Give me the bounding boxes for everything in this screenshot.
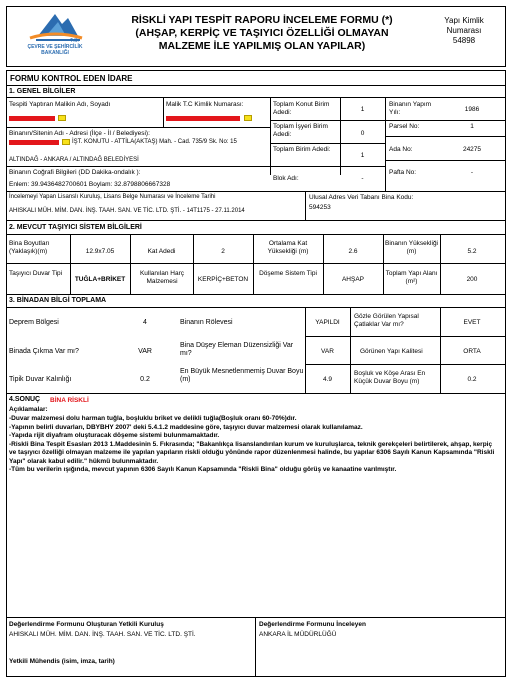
mortar-label: Kullanılan Harç Malzemesi [139, 270, 185, 285]
dims-label: Bina Boyutları (Yaklaşık)(m) [9, 240, 50, 255]
logo-org-line3: BAKANLIĞI [41, 50, 69, 56]
total-unit-value: 1 [360, 106, 365, 113]
floor-type-label: Döşeme Sistem Tipi [259, 270, 317, 277]
blok-label: Blok Adı: [273, 175, 299, 182]
workplace-value: 0 [360, 130, 365, 137]
section-structure-heading: 2. MEVCUT TAŞIYICI SİSTEM BİLGİLERİ [9, 224, 142, 231]
address-value-2: ALTINDAĞ - ANKARA / ALTINDAĞ BELEDİYESİ [9, 157, 139, 163]
coords-label: Binanın Coğrafi Bilgileri (DD Dakika-ondalık ): [9, 169, 141, 176]
avg-height-value: 2.6 [348, 248, 358, 255]
wall-type-label: Taşıyıcı Duvar Tipi [9, 270, 63, 277]
cracks-value: EVET [463, 319, 481, 326]
floor-type-value: AHŞAP [341, 276, 365, 283]
floors-label: Kat Adedi [147, 248, 176, 255]
bldg-height-value: 5.2 [467, 248, 477, 255]
explanation-line: -Duvar malzemesi dolu harman tuğla, boşluklu briket ve delikli tuğla(Boşluk oranı 60-70%)dır. [9, 415, 297, 422]
explanations-label: Açıklamalar: [9, 406, 48, 413]
explanation-line: -Yapıda rijit diyafram oluşturacak döşeme sistemi bulunmamaktadır. [9, 432, 220, 439]
section-general-heading: 1. GENEL BİLGİLER [9, 88, 76, 95]
thickness-label: Tipik Duvar Kalınlığı [9, 376, 72, 383]
relief-label: Binanın Rölevesi [180, 319, 233, 326]
corner-label: Boşluk ve Köşe Arası En Küçük Duvar Boyu (m) [354, 370, 426, 385]
creator-label: Değerlendirme Formunu Oluşturan Yetkili Kuruluş [9, 621, 164, 628]
area-value: 200 [466, 276, 478, 283]
building-id-label-1: Yapı Kimlik [444, 16, 484, 25]
controller-label: FORMU KONTROL EDEN İDARE [10, 74, 133, 83]
uavt-label: Ulusal Adres Veri Tabanı Bina Kodu: [309, 194, 414, 201]
section-result-heading: 4.SONUÇ [9, 396, 41, 403]
title-line-2: (AHŞAP, KERPİÇ VE TAŞIYICI ÖZELLİĞİ OLMAYAN [135, 27, 389, 39]
cracks-label: Gözle Görülen Yapısal Çatlaklar Var mı? [354, 313, 419, 328]
explanation-line: -Tüm bu verilerin ışığında, mevcut yapının 6306 Sayılı Kanun Kapsamında "Riskli Bina" olduğu görüş ve kanaatine varılmıştır. [9, 466, 397, 473]
explanations-list [9, 415, 499, 475]
section-collection-heading: 3. BİNADAN BİLGİ TOPLAMA [9, 297, 107, 304]
blok-value: - [361, 175, 364, 182]
quality-label: Görünen Yapı Kalitesi [360, 348, 423, 355]
explanation-line: -Riskli Bina Tespit Esasları 2013 1.Maddesinin 5. Fıkrasında; "Bakanlıkça lisanslandırılan kurum ve kuruluşlarca, teknik gerekçeleri belirtilerek, ahşap, kerpiç ve taşıyıcı özelliği olmayan malzeme ile yapılan yapıların riskli olduğu yönünde rapor düzenlenmesi halinde, bu yapılar 6306 Sayılı Kanun Kapsamında "Riskli Yapı" olarak kabul edilir." hükmü bulunmaktadır. [9, 440, 495, 465]
form-title [104, 14, 420, 53]
creator-value: AHISKALI MÜH. MİM. DAN. İNŞ. TAAH. SAN. VE TİC. LTD. ŞTİ. [9, 631, 196, 638]
total-units-value: 1 [360, 152, 365, 159]
building-id-block [428, 16, 500, 46]
uavt-value: 594253 [309, 204, 331, 211]
tc-redacted [166, 116, 240, 121]
comment-icon [244, 115, 252, 121]
zone-label: Deprem Bölgesi [9, 319, 59, 326]
ada-value: 24275 [462, 146, 482, 153]
unsupported-label: En Büyük Mesnetlenmemiş Duvar Boyu (m) [180, 368, 304, 383]
coords-value: Enlem: 39.9436482700601 Boylam: 32.8798806667328 [9, 181, 171, 188]
ada-label: Ada No: [389, 146, 413, 153]
tc-label: Malik T.C Kimlik Numarası: [166, 101, 244, 108]
owner-redacted [9, 116, 55, 121]
building-id-label-2: Numarası [446, 26, 482, 35]
total-units-label: Toplam Birim Adedi: [273, 146, 331, 153]
result-status: BİNA RİSKLİ [50, 397, 89, 404]
overhang-label: Binada Çıkma Var mı? [9, 348, 79, 355]
firm-value: AHISKALI MÜH. MİM. DAN. İNŞ. TAAH. SAN. VE TİC. LTD. ŞTİ. - 14T1175 - 27.11.2014 [9, 208, 245, 214]
year-label: Binanın Yapım Yılı: [389, 101, 432, 116]
zone-value: 4 [143, 319, 147, 326]
logo-org-line2: ÇEVRE VE ŞEHİRCİLİK [27, 44, 83, 50]
owner-label: Tespiti Yaptıran Malikin Adı, Soyadı [9, 101, 111, 108]
thickness-value: 0.2 [140, 376, 150, 383]
firm-label: İncelemeyi Yapan Lisanslı Kuruluş, Lisans Belge Numarası ve İnceleme Tarihi [9, 194, 216, 200]
area-label: Toplam Yapı Alanı (m²) [385, 270, 438, 285]
unsupported-value: 4.9 [322, 376, 333, 383]
parcel-value: 1 [470, 123, 474, 130]
engineer-label: Yetkili Mühendis (isim, imza, tarih) [9, 658, 115, 665]
building-id-value: 54898 [452, 36, 476, 45]
dims-value: 12.9x7.05 [85, 248, 115, 255]
logo [10, 8, 100, 64]
total-unit-label: Toplam Konut Birim Adedi: [273, 101, 330, 116]
workplace-label: Toplam İşyeri Birim Adedi: [273, 123, 328, 138]
title-line-1: RİSKLİ YAPI TESPİT RAPORU İNCELEME FORMU (*) [131, 14, 393, 26]
reviewer-label: Değerlendirme Formunu İnceleyen [259, 621, 366, 628]
address-label: Binanın/Sitenin Adı - Adresi (İlçe - İl / Belediyesi): [9, 130, 150, 137]
explanation-line: -Yapının belirli duvarları, DBYBHY 2007' deki 5.4.1.2 maddesine göre, taşıyıcı duvar malzemesi olarak kullanılamaz. [9, 423, 363, 431]
irregular-value: VAR [321, 348, 334, 355]
pafta-value: - [470, 169, 474, 176]
floors-value: 2 [221, 248, 225, 255]
corner-value: 0.2 [467, 376, 477, 383]
overhang-value: VAR [138, 348, 152, 355]
wall-type-value: TUĞLA+BRİKET [74, 276, 126, 283]
comment-icon [58, 115, 66, 121]
mortar-value: KERPİÇ+BETON [197, 276, 249, 283]
irregular-label: Bina Düşey Eleman Düzensizliği Var mı? [180, 342, 294, 357]
bldg-height-label: Binanın Yüksekliği (m) [385, 240, 438, 255]
relief-value: YAPILDI [315, 319, 340, 326]
title-line-3: MALZEME İLE YAPILMIŞ OLAN YAPILAR) [158, 40, 366, 52]
ministry-logo-icon [10, 8, 100, 48]
reviewer-value: ANKARA İL MÜDÜRLÜĞÜ [259, 631, 337, 638]
parcel-label: Parsel No: [389, 123, 420, 130]
pafta-label: Pafta No: [389, 169, 417, 176]
year-value: 1986 [464, 106, 480, 113]
address-value: İŞT. KONUTU - ATTİLA(AKTAŞ) Mah. - Cad. 735/9 Sk. No: 15 [72, 139, 237, 145]
avg-height-label: Ortalama Kat Yüksekliği (m) [267, 240, 309, 255]
logo-tc: T.C. [70, 38, 79, 44]
quality-value: ORTA [463, 348, 481, 355]
